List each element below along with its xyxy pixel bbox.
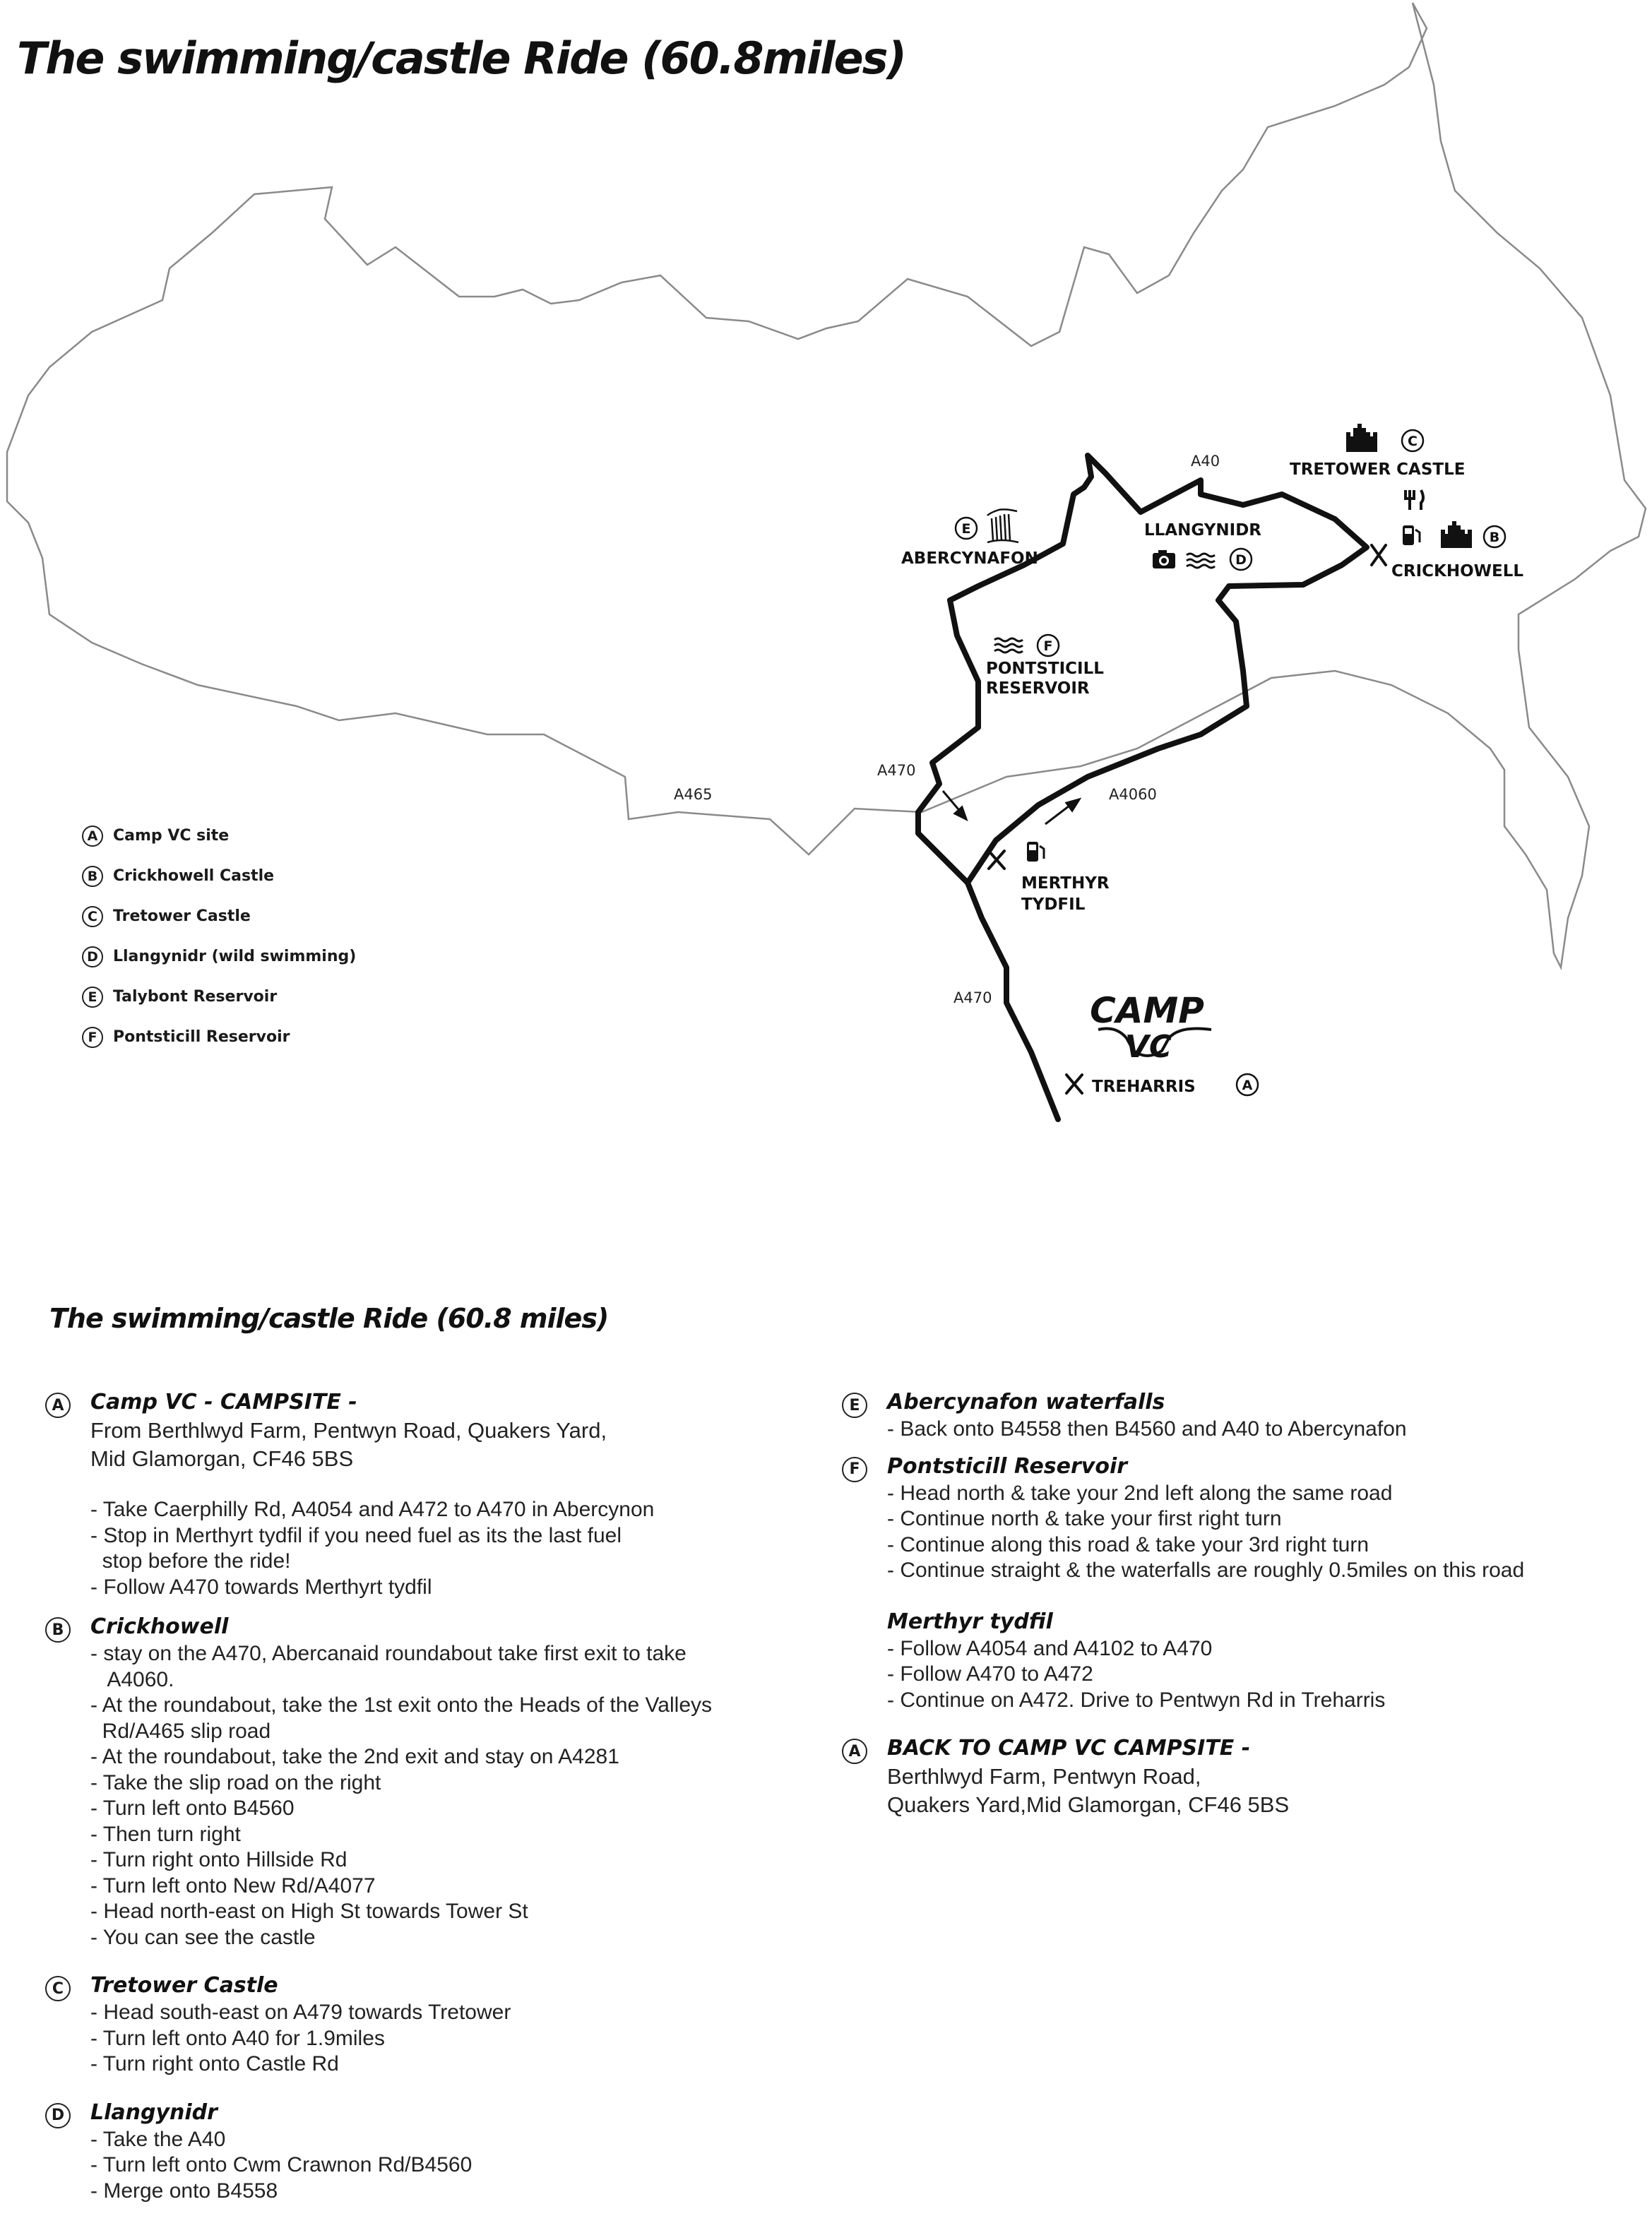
legend-label: Llangynidr (wild swimming) <box>113 948 357 965</box>
direction-step: - Continue north & take your first right turn <box>887 1507 1282 1530</box>
direction-step: - Follow A4054 and A4102 to A470 <box>887 1636 1213 1660</box>
direction-step: - At the roundabout, take the 2nd exit and stay on A4281 <box>90 1745 619 1768</box>
marker-c <box>1402 430 1423 451</box>
place-label-crickhowell: CRICKHOWELL <box>1391 562 1524 580</box>
legend-item <box>82 936 356 977</box>
legend-label: Talybont Reservoir <box>113 988 278 1006</box>
svg-text:E: E <box>961 521 971 537</box>
road-label-a470-top: A470 <box>877 762 916 779</box>
treharris-x-marker <box>1066 1075 1082 1093</box>
section-title: Camp VC - CAMPSITE - <box>90 1390 357 1414</box>
section-address: From Berthlwyd Farm, Pentwyn Road, Quakers Yard, Mid Glamorgan, CF46 5BS <box>90 1418 607 1471</box>
directions-title: The swimming/castle Ride (60.8 miles) <box>49 1303 609 1334</box>
section-marker: F <box>842 1457 867 1482</box>
place-label-reservoir: RESERVOIR <box>986 679 1090 698</box>
direction-section <box>842 1734 1619 1819</box>
svg-text:D: D <box>1235 552 1247 568</box>
place-label-tretower: TRETOWER CASTLE <box>1290 460 1466 479</box>
marker-b <box>1484 526 1505 547</box>
crickhowell-x-marker <box>1372 545 1386 565</box>
direction-step: - Turn left onto New Rd/A4077 <box>90 1874 376 1898</box>
section-title: BACK TO CAMP VC CAMPSITE - <box>887 1736 1251 1761</box>
legend-label: Tretower Castle <box>113 907 251 925</box>
section-title: Pontsticill Reservoir <box>887 1453 1128 1479</box>
legend-marker: C <box>82 906 103 927</box>
svg-text:C: C <box>1408 434 1418 449</box>
section-title: Abercynafon waterfalls <box>887 1390 1165 1414</box>
direction-step: - Take the slip road on the right <box>90 1770 381 1794</box>
direction-step: - Head north & take your 2nd left along the same road <box>887 1481 1393 1505</box>
castle-icon <box>1441 521 1472 548</box>
direction-step: - Head north-east on High St towards Tower St <box>90 1900 528 1923</box>
section-marker: A <box>842 1739 867 1764</box>
legend-marker: B <box>82 866 103 887</box>
legend-item <box>82 977 356 1017</box>
waves-icon <box>1187 554 1215 568</box>
fuel-pump-icon <box>1027 842 1044 862</box>
legend-item <box>82 816 356 856</box>
direction-step: - Turn right onto Castle Rd <box>90 2052 339 2075</box>
place-label-treharris: TREHARRIS <box>1092 1078 1196 1096</box>
direction-section <box>842 1608 1619 1714</box>
direction-step: - Turn left onto Cwm Crawnon Rd/B4560 <box>90 2153 473 2176</box>
svg-text:A: A <box>1242 1078 1253 1093</box>
legend-marker: F <box>82 1027 103 1048</box>
svg-text:CAMP: CAMP <box>1090 990 1204 1031</box>
direction-section <box>45 1388 822 1600</box>
direction-step: - Take Caerphilly Rd, A4054 and A472 to A470 in Abercynon <box>90 1498 655 1521</box>
direction-step: - stay on the A470, Abercanaid roundabout take first exit to take <box>90 1642 687 1665</box>
section-marker: A <box>45 1393 71 1418</box>
legend-marker: A <box>82 826 103 847</box>
legend-label: Crickhowell Castle <box>113 867 275 885</box>
directions-left-column <box>45 1388 822 2204</box>
direction-step: - Back onto B4558 then B4560 and A40 to Abercynafon <box>887 1417 1407 1441</box>
waterfall-icon <box>987 509 1018 542</box>
legend-marker: D <box>82 946 103 967</box>
direction-step: - Head south-east on A479 towards Tretower <box>90 2001 511 2024</box>
direction-step: - Continue straight & the waterfalls are roughly 0.5miles on this road <box>887 1559 1525 1582</box>
marker-a <box>1237 1074 1258 1095</box>
direction-step: - At the roundabout, take the 1st exit onto the Heads of the Valleys <box>90 1693 713 1717</box>
direction-section <box>45 1613 822 1950</box>
direction-section <box>842 1453 1619 1584</box>
svg-text:F: F <box>1043 638 1053 654</box>
marker-e <box>956 518 977 539</box>
legend-item <box>82 856 356 896</box>
direction-step: - Merge onto B4558 <box>90 2179 278 2203</box>
legend-label: Pontsticill Reservoir <box>113 1028 290 1046</box>
section-marker: C <box>45 1976 71 2001</box>
section-marker: E <box>842 1393 867 1418</box>
svg-text:B: B <box>1489 530 1500 545</box>
waves-icon <box>994 638 1023 653</box>
direction-step: A4060. <box>90 1667 174 1691</box>
map-legend <box>82 816 356 1057</box>
legend-item <box>82 896 356 936</box>
marker-d <box>1230 549 1252 570</box>
direction-step: - Turn left onto B4560 <box>90 1797 295 1820</box>
direction-section <box>45 2099 822 2205</box>
place-label-llangynidr: LLANGYNIDR <box>1144 521 1261 540</box>
direction-step: - Follow A470 to A472 <box>887 1662 1093 1686</box>
legend-label: Camp VC site <box>113 827 230 845</box>
merthyr-x-marker <box>989 851 1004 869</box>
fork-knife-icon <box>1406 490 1423 510</box>
castle-icon <box>1346 424 1377 452</box>
section-title: Merthyr tydfil <box>887 1609 1053 1634</box>
section-title: Tretower Castle <box>90 1973 278 1998</box>
direction-step: - Continue along this road & take your 3rd right turn <box>887 1532 1369 1556</box>
direction-step: - Take the A40 <box>90 2127 226 2151</box>
legend-item <box>82 1017 356 1057</box>
camp-vc-logo <box>1090 990 1211 1065</box>
direction-step: - Turn right onto Hillside Rd <box>90 1848 347 1871</box>
road-label-a4060: A4060 <box>1109 786 1157 803</box>
direction-section <box>45 1972 822 2078</box>
road-label-a470-bottom: A470 <box>953 989 992 1006</box>
direction-step: - Then turn right <box>90 1822 241 1846</box>
camera-icon <box>1153 550 1175 568</box>
direction-step: stop before the ride! <box>90 1549 291 1573</box>
direction-step: - You can see the castle <box>90 1925 316 1949</box>
section-marker: B <box>45 1617 71 1643</box>
direction-step: - Continue on A472. Drive to Pentwyn Rd in Treharris <box>887 1688 1386 1712</box>
place-label-tydfil: TYDFIL <box>1021 895 1086 914</box>
direction-step: - Follow A470 towards Merthyrt tydfil <box>90 1575 432 1599</box>
road-label-a465: A465 <box>674 786 713 803</box>
section-title: Crickhowell <box>90 1614 229 1639</box>
fuel-pump-icon <box>1403 525 1420 545</box>
directions-right-column <box>842 1388 1619 1819</box>
place-label-merthyr: MERTHYR <box>1021 874 1110 893</box>
direction-section <box>842 1388 1619 1443</box>
page-title: The swimming/castle Ride (60.8miles) <box>17 32 905 84</box>
section-address: Berthlwyd Farm, Pentwyn Road, Quakers Yard,Mid Glamorgan, CF46 5BS <box>887 1764 1290 1817</box>
legend-marker: E <box>82 987 103 1008</box>
direction-step: - Stop in Merthyrt tydfil if you need fuel as its the last fuel <box>90 1523 622 1547</box>
place-label-abercynafon: ABERCYNAFON <box>901 549 1038 568</box>
section-marker: D <box>45 2103 71 2128</box>
svg-text:VC: VC <box>1124 1029 1172 1065</box>
road-label-a40: A40 <box>1191 453 1220 470</box>
place-label-pontsticill: PONTSTICILL <box>986 660 1104 678</box>
section-title: Llangynidr <box>90 2099 218 2125</box>
direction-step: Rd/A465 slip road <box>90 1719 271 1743</box>
direction-step: - Turn left onto A40 for 1.9miles <box>90 2026 385 2050</box>
marker-f <box>1038 635 1059 656</box>
